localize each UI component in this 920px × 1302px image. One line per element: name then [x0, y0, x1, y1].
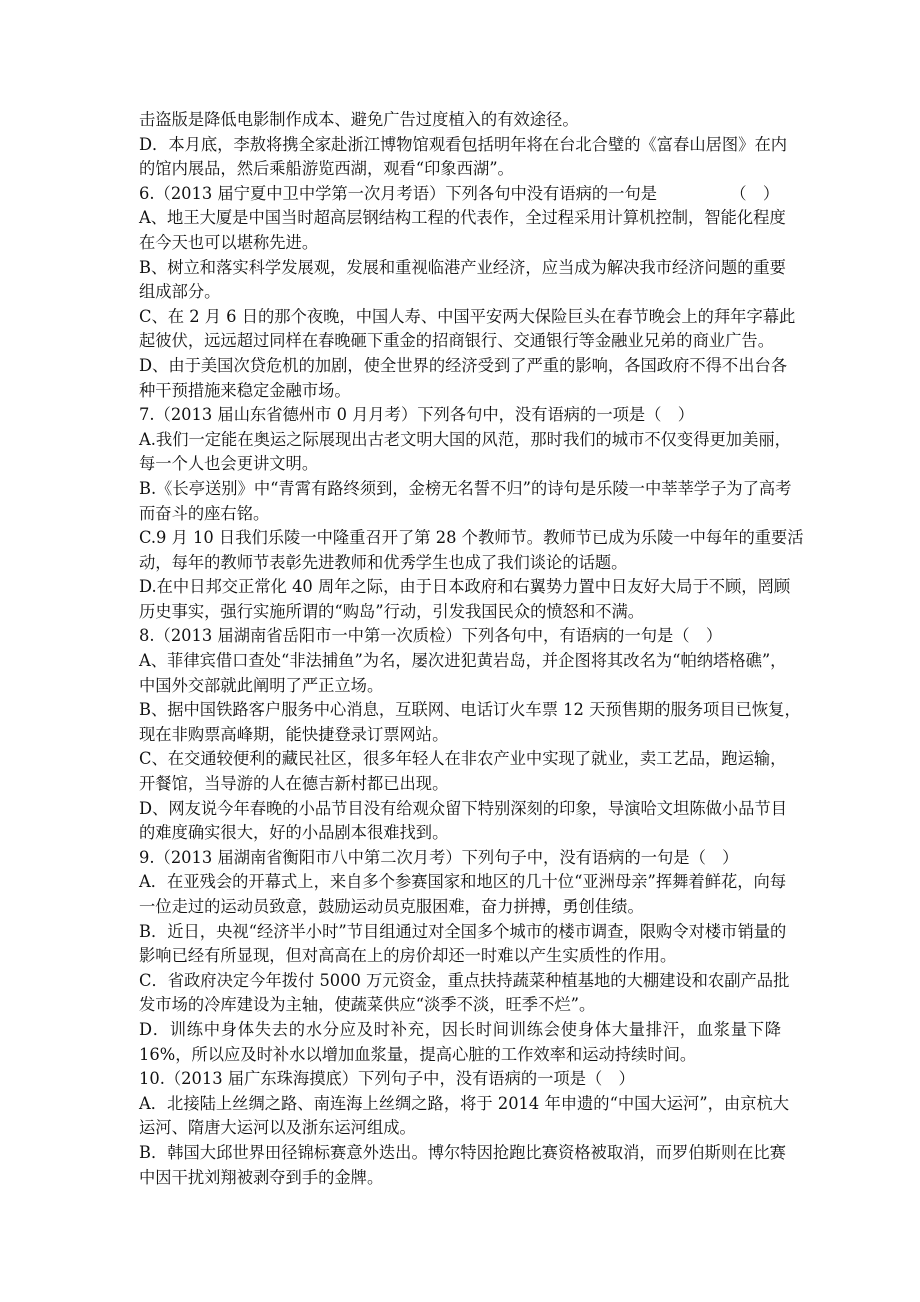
text-line: 的难度确实很大，好的小品剧本很难找到。 [139, 823, 449, 843]
text-line: 9.（2013 届湖南省衡阳市八中第二次月考）下列句子中，没有语病的一句是（ ） [139, 847, 739, 867]
text-line: 每一个人也会更讲文明。 [139, 454, 319, 474]
text-line: 运河、隋唐大运河以及浙东运河组成。 [139, 1118, 416, 1138]
text-line: D．训练中身体失去的水分应及时补充，因长时间训练会使身体大量排汗，血浆量下降 [139, 1019, 781, 1039]
text-line: A.我们一定能在奥运之际展现出古老文明大国的风范，那时我们的城市不仅变得更加美丽， [139, 429, 791, 449]
text-line: 历史事实，强行实施所谓的“购岛”行动，引发我国民众的愤怒和不满。 [139, 601, 645, 621]
text-line: C．省政府决定今年拨付 5000 万元资金，重点扶持蔬菜种植基地的大棚建设和农副产品批 [139, 970, 790, 990]
text-line: B.《长亭送别》中“青霄有路终须到，金榜无名誓不归”的诗句是乐陵一中莘莘学子为了高考 [139, 478, 792, 498]
text-line: 动，每年的教师节表彰先进教师和优秀学生也成了我们谈论的话题。 [139, 552, 628, 572]
text-line: 10.（2013 届广东珠海摸底）下列句子中，没有语病的一项是（ ） [139, 1069, 635, 1089]
text-line: 击盗版是降低电影制作成本、避免广告过度植入的有效途径。 [139, 110, 579, 129]
text-line: 组成部分。 [139, 282, 221, 302]
text-line: D.在中日邦交正常化 40 周年之际，由于日本政府和右翼势力置中日友好大局于不顾，罔顾 [139, 577, 791, 597]
text-line: 影响已经有所显现，但对高高在上的房价却还一时难以产生实质性的作用。 [139, 946, 677, 966]
text-line: D、网友说今年春晚的小品节目没有给观众留下特别深刻的印象，导演哈文坦陈做小品节目 [139, 798, 788, 818]
text-line: B．韩国大邱世界田径锦标赛意外迭出。博尔特因抢跑比赛资格被取消，而罗伯斯则在比赛 [139, 1142, 786, 1162]
text-line: 而奋斗的座右铭。 [139, 503, 270, 523]
text-line: C.9 月 10 日我们乐陵一中隆重召开了第 28 个教师节。教师节已成为乐陵一中每年的重要活 [139, 528, 804, 548]
text-line: 8.（2013 届湖南省岳阳市一中第一次质检）下列各句中，有语病的一句是（ ） [139, 626, 723, 646]
text-line: 开餐馆，当导游的人在德吉新村都已出现。 [139, 774, 449, 794]
text-line: 种干预措施来稳定金融市场。 [139, 380, 351, 400]
text-line: D、由于美国次贷危机的加剧，使全世界的经济受到了严重的影响，各国政府不得不出台各 [139, 355, 788, 375]
text-line: 7.（2013 届山东省德州市 0 月月考）下列各句中，没有语病的一项是（ ） [139, 405, 695, 425]
text-line: B．近日，央视“经济半小时”节目组通过对全国多个城市的楼市调查，限购令对楼市销量的 [139, 921, 787, 941]
text-line: A、地王大厦是中国当时超高层钢结构工程的代表作，全过程采用计算机控制，智能化程度 [139, 208, 786, 228]
document-page [139, 108, 804, 1190]
text-line: 中因干扰刘翔被剥夺到手的金牌。 [139, 1167, 384, 1187]
text-line: C、在 2 月 6 日的那个夜晚，中国人寿、中国平安两大保险巨头在春节晚会上的拜年字幕此 [139, 306, 796, 326]
text-line: B、据中国铁路客户服务中心消息，互联网、电话订火车票 12 天预售期的服务项目已恢复， [139, 700, 801, 720]
text-line: A、菲律宾借口查处“非法捕鱼”为名，屡次进犯黄岩岛，并企图将其改名为“帕纳塔格礁”， [139, 651, 787, 671]
text-line: 发市场的冷库建设为主轴，使蔬菜供应“淡季不淡，旺季不烂”。 [139, 995, 596, 1015]
text-line: 一位走过的运动员致意，鼓励运动员克服困难，奋力拼搏，勇创佳绩。 [139, 897, 644, 916]
text-line: D．本月底，李敖将携全家赴浙江博物馆观看包括明年将在台北合璧的《富春山居图》在内 [139, 134, 788, 154]
text-line: 在今天也可以堪称先进。 [139, 232, 319, 252]
text-line: C、在交通较便利的藏民社区，很多年轻人在非农产业中实现了就业，卖工艺品，跑运输， [139, 749, 787, 769]
text-line: 现在非购票高峰期，能快捷登录订票网站。 [139, 724, 449, 744]
text-line: 6.（2013 届宁夏中卫中学第一次月考语）下列各句中没有语病的一句是 （ ） [139, 183, 780, 203]
text-line: 16%，所以应及时补水以增加血浆量，提高心脏的工作效率和运动持续时间。 [139, 1044, 697, 1064]
text-line: 的馆内展品，然后乘船游览西湖，观看“印象西湖”。 [139, 159, 514, 179]
text-line: B、树立和落实科学发展观，发展和重视临港产业经济，应当成为解决我市经济问题的重要 [139, 257, 786, 277]
text-line: A．在亚残会的开幕式上，来自多个参赛国家和地区的几十位“亚洲母亲”挥舞着鲜花，向每 [139, 872, 787, 892]
text-line: 中国外交部就此阐明了严正立场。 [139, 675, 384, 695]
text-line: 起彼伏，远远超过同样在春晚砸下重金的招商银行、交通银行等金融业兄弟的商业广告。 [139, 331, 774, 351]
text-line: A．北接陆上丝绸之路、南连海上丝绸之路，将于 2014 年申遗的“中国大运河”，由京杭大 [139, 1093, 790, 1113]
